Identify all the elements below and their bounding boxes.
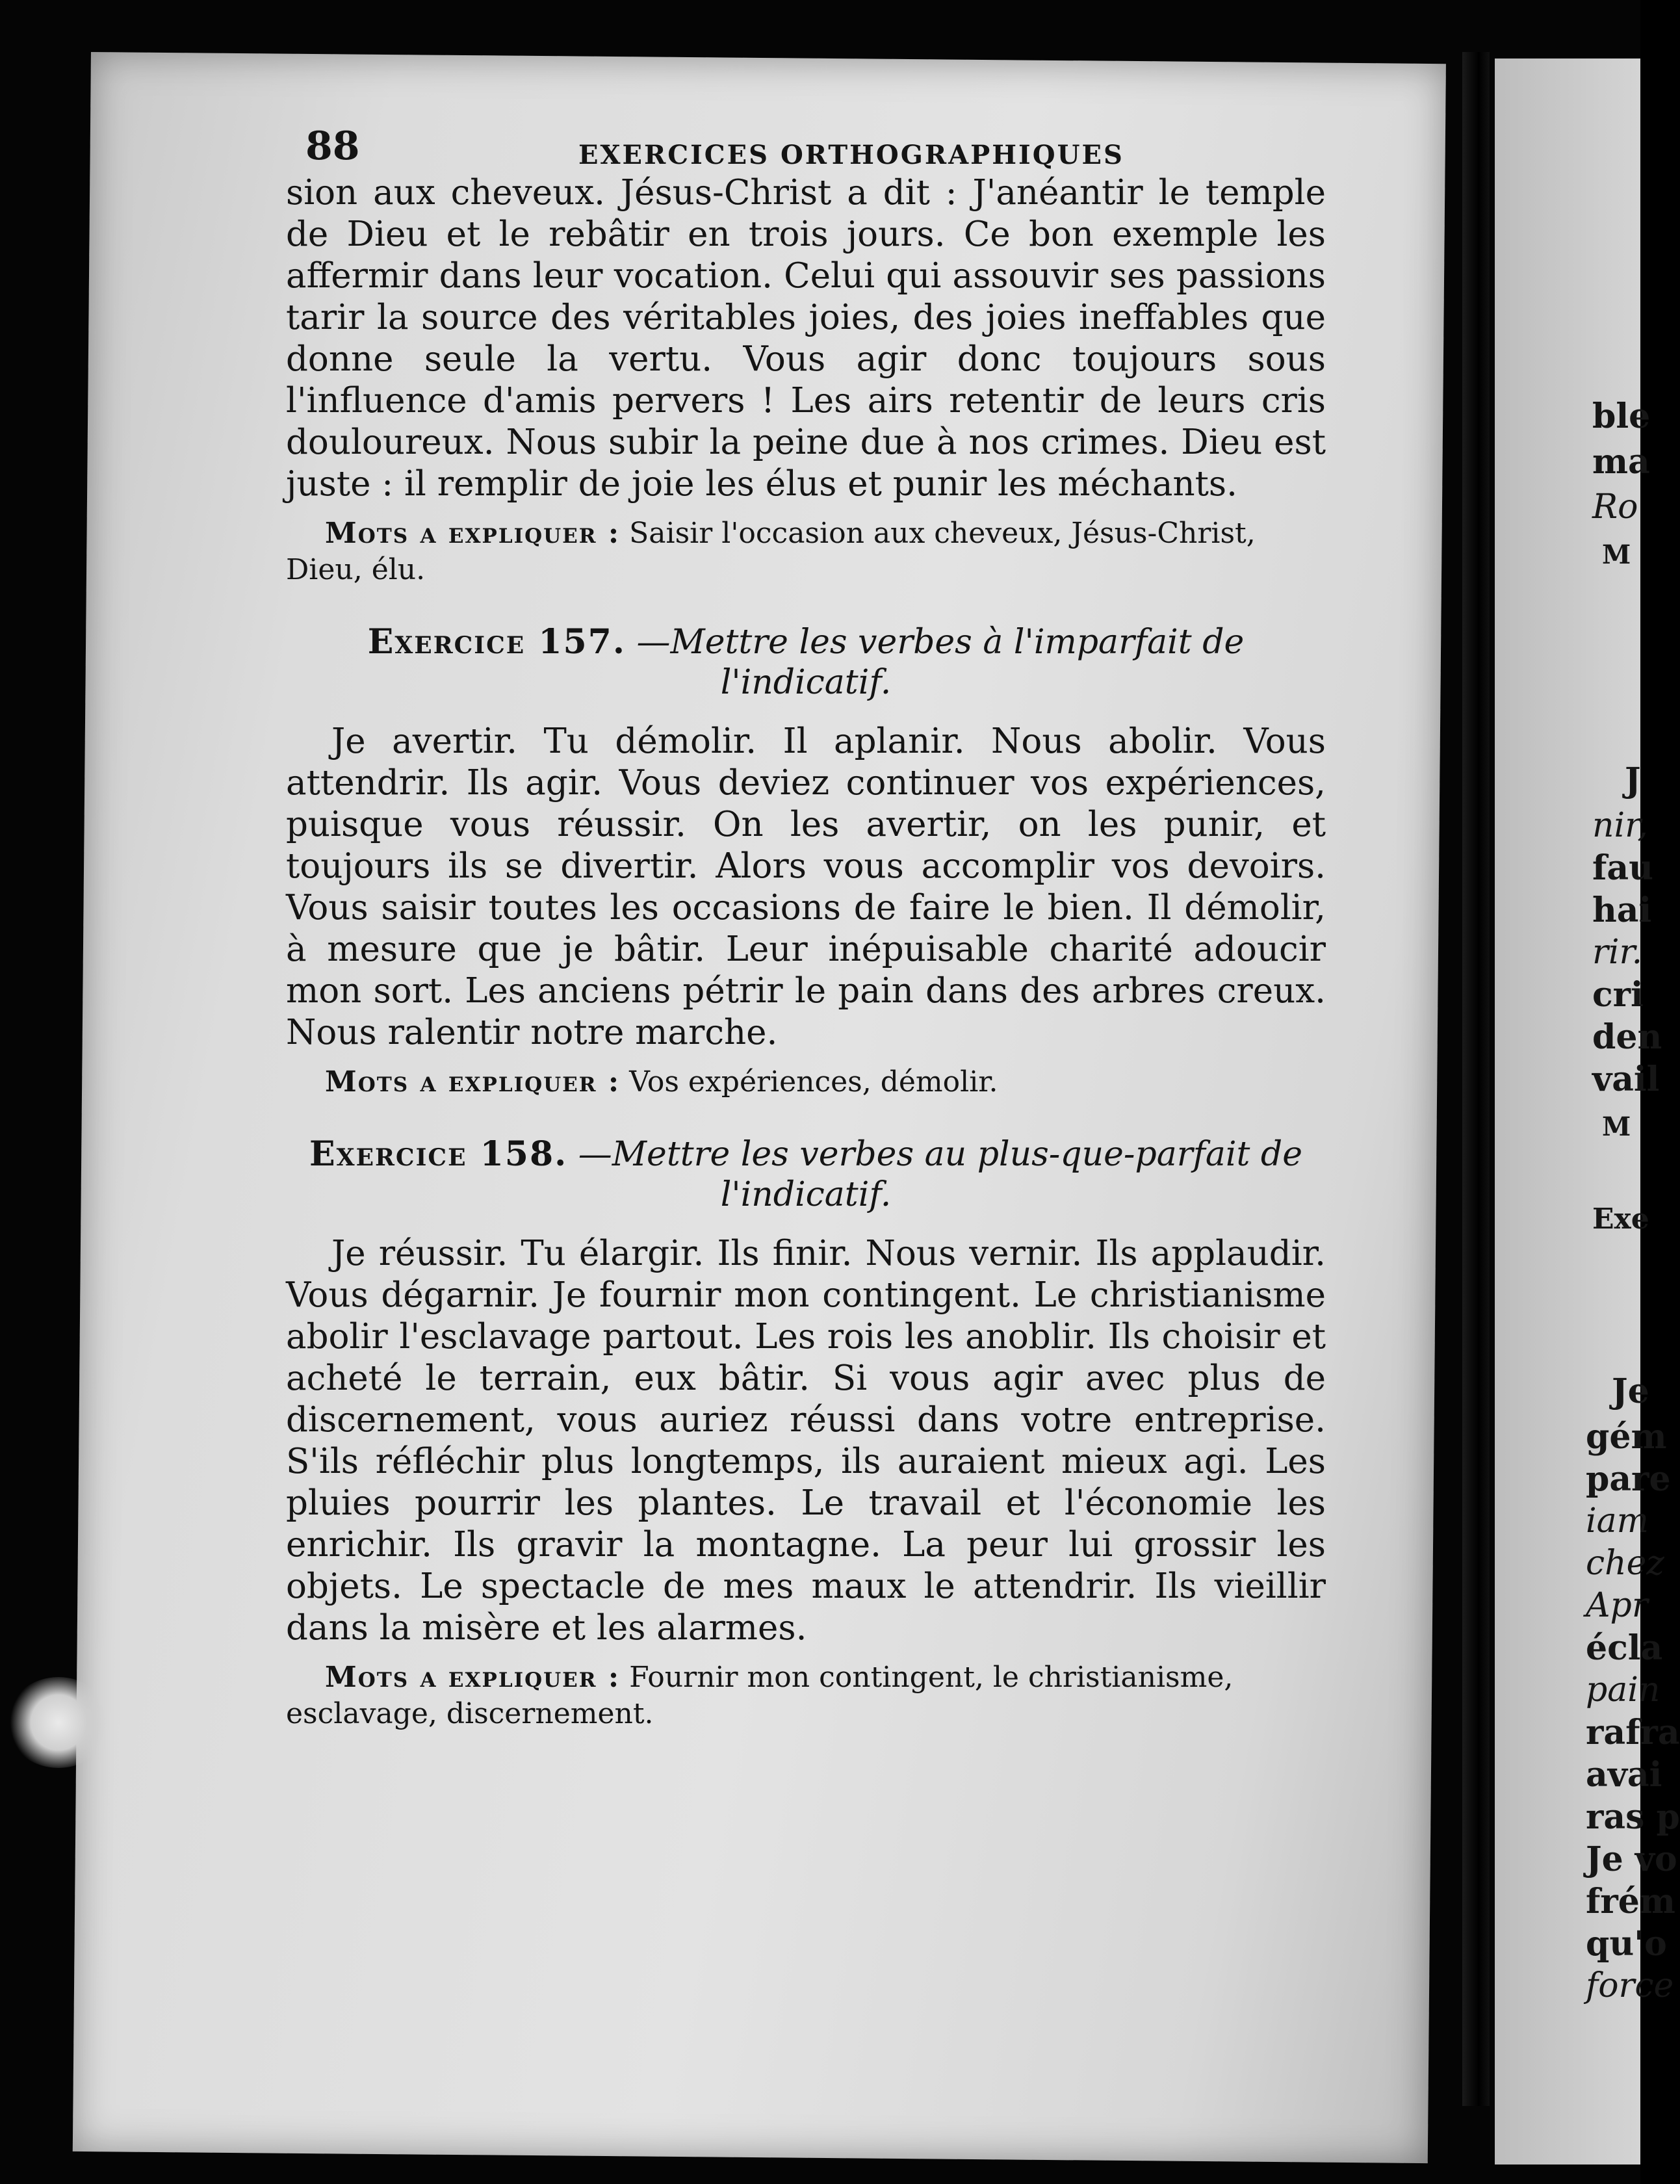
- vocabulary-note: [286, 1064, 1326, 1100]
- facing-page-edge: [1495, 58, 1680, 2164]
- exercise-instruction: —Mettre les verbes à l'imparfait de l'indicatif.: [636, 623, 1245, 702]
- facing-fragment: Je: [1612, 1372, 1649, 1411]
- facing-fragment: cri: [1592, 975, 1644, 1015]
- facing-fragment: iam: [1586, 1502, 1649, 1540]
- facing-fragment: pare: [1586, 1459, 1671, 1499]
- facing-fragment: fau: [1592, 848, 1653, 888]
- facing-fragment: den: [1592, 1017, 1662, 1057]
- page-number: 88: [305, 124, 360, 169]
- facing-fragment: avai: [1586, 1755, 1662, 1795]
- facing-fragment: écla: [1586, 1628, 1663, 1668]
- facing-fragment: gém: [1586, 1417, 1667, 1457]
- paper-stain: [6, 1677, 110, 1768]
- facing-fragment: ble: [1592, 396, 1651, 436]
- vocabulary-note: [286, 515, 1326, 588]
- facing-fragment: Ro: [1592, 488, 1638, 526]
- facing-fragment: pain: [1586, 1670, 1661, 1710]
- facing-fragment: M: [1602, 1112, 1631, 1142]
- vocabulary-label: Mots a expliquer :: [325, 1661, 621, 1694]
- facing-fragment: ma: [1592, 442, 1650, 482]
- exercise-number: Exercice 157.: [367, 622, 626, 662]
- exercise-158-heading: [286, 1134, 1326, 1215]
- facing-fragment: Exe: [1592, 1202, 1649, 1236]
- vocabulary-words: Saisir l'occasion aux cheveux, Jésus-Christ, Dieu, élu.: [286, 517, 1256, 586]
- exercise-156-continuation: sion aux cheveux. Jésus-Christ a dit : J'anéantir le temple de Dieu et le rebâtir en trois jours. Ce bon exemple les affermir dans leur vocation. Celui qui assouvir ses passions tarir la source des véritables joies, des joies ineffables que donne seule la vertu. Vous agir donc toujours sous l'influence d'amis pervers ! Les airs retentir de leurs cris douloureux. Nous subir la peine due à nos crimes. Dieu est juste : il remplir de joie les élus et punir les méchants.: [286, 173, 1326, 504]
- facing-fragment: ras p: [1586, 1797, 1680, 1837]
- facing-fragment: frém: [1586, 1882, 1675, 1921]
- exercise-157-heading: [286, 622, 1326, 703]
- facing-fragment: Apr: [1586, 1586, 1648, 1625]
- facing-fragment: Je vo: [1586, 1840, 1677, 1879]
- running-head: [286, 114, 1326, 172]
- facing-fragment: vail: [1592, 1060, 1660, 1099]
- exercise-number: Exercice 158.: [309, 1134, 568, 1174]
- exercise-158-text: Je réussir. Tu élargir. Ils finir. Nous vernir. Ils applaudir. Vous dégarnir. Je fournir mon contingent. Le christianisme abolir l'esclavage partout. Les rois les anoblir. Ils choisir et acheté le terrain, eux bâtir. Si vous agir avec plus de discernement, vous auriez réussi dans votre entreprise. S'ils réfléchir plus longtemps, ils auraient mieux agi. Les pluies pourrir les plantes. Le travail et l'économie les enrichir. Ils gravir la montagne. La peur lui grossir les objets. Le spectacle de mes maux le attendrir. Ils vieillir dans la misère et les alarmes.: [286, 1234, 1326, 1648]
- facing-fragment: qu'o: [1586, 1924, 1667, 1964]
- facing-fragment: M: [1602, 540, 1631, 570]
- facing-fragment: chez: [1586, 1544, 1664, 1583]
- facing-fragment: force: [1586, 1966, 1674, 2005]
- exercise-157-text: Je avertir. Tu démolir. Il aplanir. Nous abolir. Vous attendrir. Ils agir. Vous deviez continuer vos expériences, puisque vous réussir. On les avertir, on les punir, et toujours ils se divertir. Alors vous accomplir vos devoirs. Vous saisir toutes les occasions de faire le bien. Il démolir, à mesure que je bâtir. Leur inépuisable charité adoucir mon sort. Les anciens pétrir le pain dans des arbres creux. Nous ralentir notre marche.: [286, 722, 1326, 1052]
- exercise-instruction: —Mettre les verbes au plus-que-parfait de l'indicatif.: [578, 1135, 1302, 1214]
- vocabulary-label: Mots a expliquer :: [325, 1065, 621, 1098]
- facing-fragment: nir,: [1592, 806, 1648, 845]
- facing-fragment: J: [1625, 760, 1641, 800]
- page-text: [286, 114, 1326, 1732]
- vocabulary-words: Fournir mon contingent, le christianisme, esclavage, discernement.: [286, 1661, 1234, 1730]
- vocabulary-words: Vos expériences, démolir.: [629, 1065, 998, 1098]
- facing-fragment: rafra: [1586, 1713, 1680, 1752]
- facing-fragment: hai: [1592, 890, 1652, 930]
- vocabulary-note: [286, 1659, 1326, 1732]
- vocabulary-label: Mots a expliquer :: [325, 517, 621, 550]
- facing-fragment: rir.: [1592, 933, 1643, 972]
- book-gutter: [1462, 52, 1490, 2106]
- running-title: EXERCICES ORTHOGRAPHIQUES: [578, 140, 1124, 170]
